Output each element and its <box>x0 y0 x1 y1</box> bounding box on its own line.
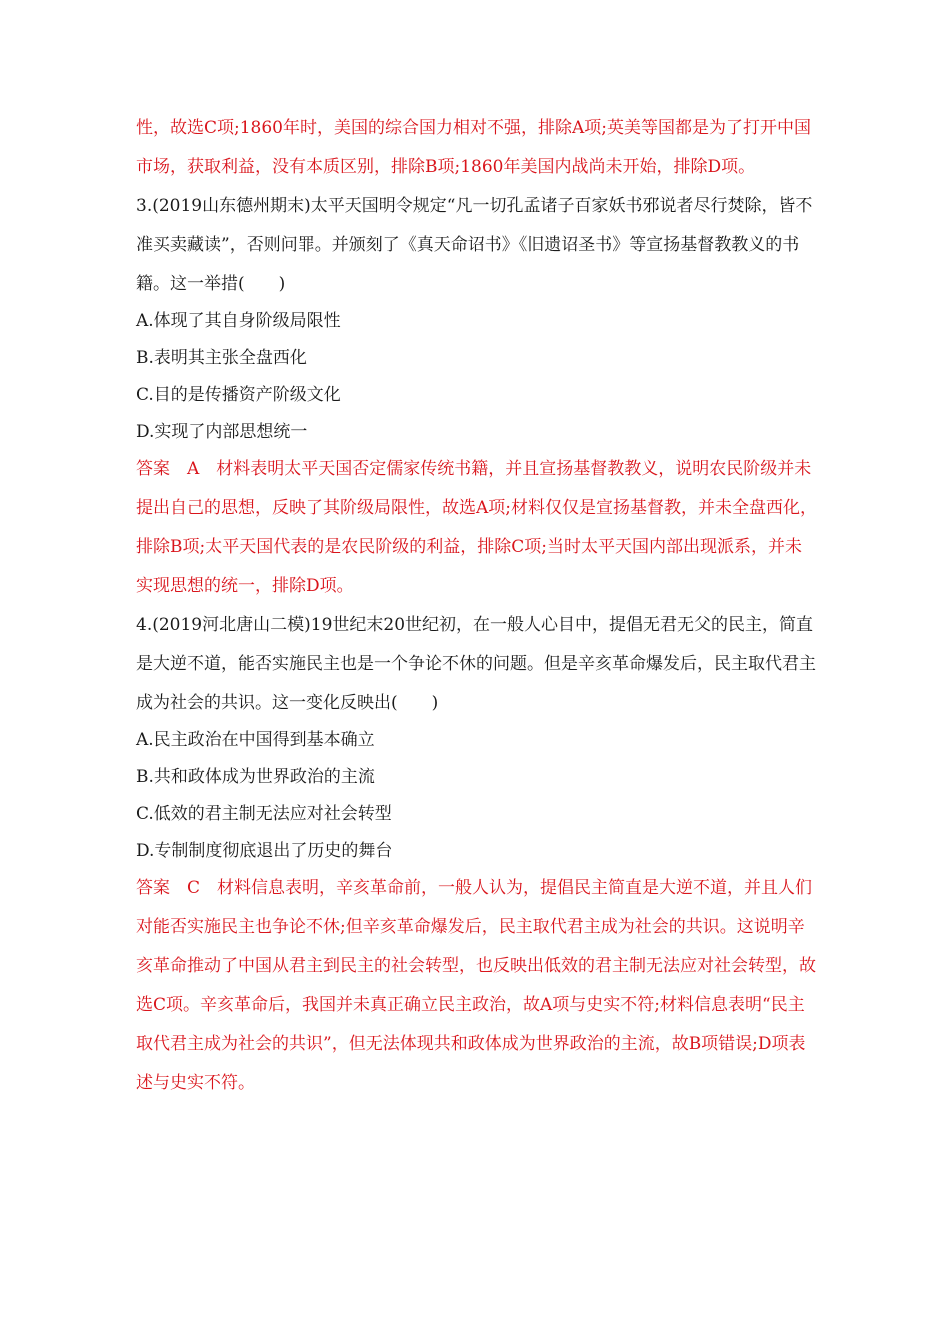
question-stem-line: 3.(2019山东德州期末)太平天国明令规定“凡一切孔孟诸子百家妖书邪说者尽行焚除，皆不 <box>136 196 813 216</box>
answer-line: 对能否实施民主也争论不休;但辛亥革命爆发后，民主取代君主成为社会的共识。这说明辛 <box>136 917 805 937</box>
question-stem-line: 准买卖藏读”，否则问罪。并颁刻了《真天命诏书》《旧遗诏圣书》等宣扬基督教教义的书 <box>136 235 800 255</box>
question-stem-line: 籍。这一举措( ) <box>136 274 286 294</box>
answer-line: 述与史实不符。 <box>136 1073 255 1093</box>
option-c: C.目的是传播资产阶级文化 <box>136 385 341 405</box>
option-b: B.共和政体成为世界政治的主流 <box>136 767 375 787</box>
answer-line: 答案 C 材料信息表明，辛亥革命前，一般人认为，提倡民主简直是大逆不道，并且人们 <box>136 878 813 898</box>
option-d: D.实现了内部思想统一 <box>136 422 308 442</box>
answer-line: 性，故选C项;1860年时，美国的综合国力相对不强，排除A项;英美等国都是为了打开中国 <box>136 118 812 138</box>
question-stem-line: 4.(2019河北唐山二模)19世纪末20世纪初，在一般人心目中，提倡无君无父的民主，简直 <box>136 615 814 635</box>
question-3 <box>136 196 816 596</box>
answer-line: 实现思想的统一，排除D项。 <box>136 576 354 596</box>
option-b: B.表明其主张全盘西化 <box>136 348 307 368</box>
option-d: D.专制制度彻底退出了历史的舞台 <box>136 841 393 861</box>
previous-answer <box>136 118 816 177</box>
answer-line: 答案 A 材料表明太平天国否定儒家传统书籍，并且宣扬基督教教义，说明农民阶级并未 <box>136 459 812 479</box>
option-a: A.体现了其自身阶级局限性 <box>136 311 341 331</box>
answer-line: 市场，获取利益，没有本质区别，排除B项;1860年美国内战尚未开始，排除D项。 <box>136 157 756 177</box>
question-stem-line: 成为社会的共识。这一变化反映出( ) <box>136 693 439 713</box>
answer-line: 排除B项;太平天国代表的是农民阶级的利益，排除C项;当时太平天国内部出现派系，并未 <box>136 537 802 557</box>
option-a: A.民主政治在中国得到基本确立 <box>136 730 375 750</box>
answer-line: 选C项。辛亥革命后，我国并未真正确立民主政治，故A项与史实不符;材料信息表明“民主 <box>136 995 805 1015</box>
answer-line: 取代君主成为社会的共识”，但无法体现共和政体成为世界政治的主流，故B项错误;D项表 <box>136 1034 806 1054</box>
question-4 <box>136 615 816 1093</box>
document-page <box>136 118 816 1093</box>
option-c: C.低效的君主制无法应对社会转型 <box>136 804 392 824</box>
answer-line: 亥革命推动了中国从君主到民主的社会转型，也反映出低效的君主制无法应对社会转型，故 <box>136 956 816 976</box>
answer-line: 提出自己的思想，反映了其阶级局限性，故选A项;材料仅仅是宣扬基督教，并未全盘西化， <box>136 498 818 518</box>
question-stem-line: 是大逆不道，能否实施民主也是一个争论不休的问题。但是辛亥革命爆发后，民主取代君主 <box>136 654 816 674</box>
